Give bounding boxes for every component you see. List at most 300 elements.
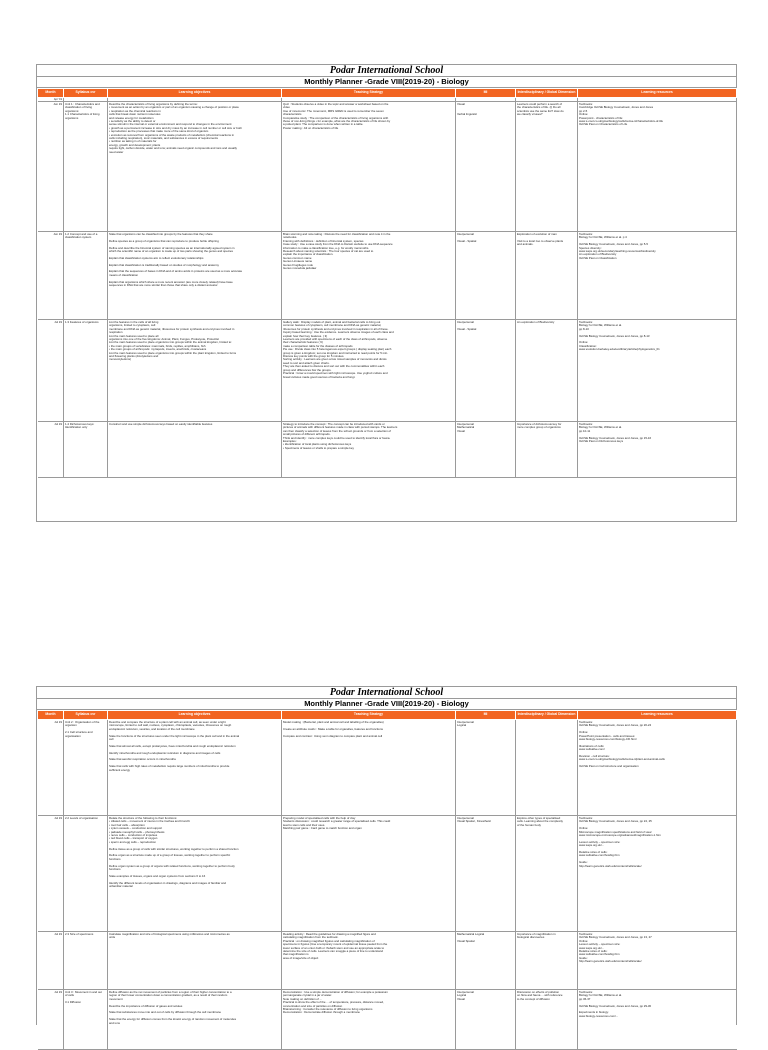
column-header: MI xyxy=(456,711,516,720)
resources-line: An exploration of Biodiversity xyxy=(579,253,617,257)
syllabus-cell xyxy=(64,422,108,478)
resources-line: www.saps.org.uk/... xyxy=(579,946,605,950)
resources-line: Biology for IGCSE, Williams et al. xyxy=(579,324,622,328)
resources-line: www.cellsalive.com/ xyxy=(579,748,605,752)
month-cell: Jun 19 xyxy=(38,232,64,320)
strategy-line: Create an attribute matrix : Make a table for organelles, features and functions xyxy=(283,727,383,731)
header-row xyxy=(38,89,737,98)
global-cell xyxy=(516,232,578,320)
resources-line: www.s-cool.co.uk/gcse/biology/cells/revise-it/plant-and-animal-cells xyxy=(579,758,665,762)
resources-cell xyxy=(578,932,737,990)
objectives-line: • red blood cells – transport of oxygen xyxy=(109,837,158,841)
resources-cell xyxy=(578,232,737,320)
objectives-line: microscope, limited to cell wall, nucleus, cytoplasm, chloroplasts, vacuoles, ribosomes on rough xyxy=(109,724,232,728)
global-cell xyxy=(516,320,578,422)
strategy-line: small pictures of different arthropods. xyxy=(283,433,331,437)
objectives-line: Describe the importance of diffusion of gases and solutes xyxy=(109,1004,183,1008)
objectives-line: List the main features used to place organisms into groups within the animal kingdom, limited to: xyxy=(109,341,232,345)
month-cell: Jul 19 xyxy=(38,320,64,422)
mi-cell xyxy=(456,232,516,320)
column-header: Learning objectives xyxy=(108,711,282,720)
strategy-line: Practical to show the effect of the ... of temperature, pressure, distance moved, xyxy=(283,1001,384,1005)
column-header: Month xyxy=(38,89,64,98)
objectives-line: • the main groups of vertebrates: mammals, birds, reptiles, amphibians, fish xyxy=(109,344,206,348)
objectives-line: require light, carbon dioxide, water and ions; animals need organic compounds and ions and usually xyxy=(109,147,237,151)
resources-line: Online: xyxy=(579,731,589,735)
global-cell xyxy=(516,720,578,816)
strategy-line: Demonstration : Use a simple demonstration of diffusion; for example a potassium xyxy=(283,991,388,994)
global-line: Explore other types of specialised xyxy=(517,817,561,820)
objectives-line: State that almost all cells, except prokaryotes, have mitochondria and rough endoplasmic reticulum xyxy=(109,744,236,748)
resources-line: Textbooks: xyxy=(579,321,593,324)
mi-cell xyxy=(456,720,516,816)
objectives-cell xyxy=(108,232,282,320)
strategy-line: can then classify a selection of leaves from the school grounds or from a selection of xyxy=(283,429,391,433)
objectives-line: • nerve cells – conduction of impulses xyxy=(109,834,158,838)
column-header: Teaching Strategy xyxy=(282,89,456,98)
objectives-line: Explain that classification is traditionally based on studies of morphology and anatomy xyxy=(109,263,219,267)
syllabus-line: Unit 1 : Characteristics and xyxy=(65,103,100,106)
objectives-line: functions xyxy=(109,868,121,872)
global-line: on flora and fauna ... with reference xyxy=(517,994,563,998)
global-cell xyxy=(516,816,578,932)
mi-line: Interpersonal xyxy=(457,991,474,994)
syllabus-line: Unit 3 : Movement in and out xyxy=(65,991,102,994)
strategy-line: specimens in figures (Use a temporary mount of epidermal tissue peeled from the xyxy=(283,943,388,947)
resources-cell xyxy=(578,320,737,422)
resources-line: http://learn.genetics.utah.edu/content/cells/scale/ xyxy=(579,864,642,868)
objectives-line: cells including respiration), toxic materials, and substances in excess of requirements xyxy=(109,137,218,141)
objectives-line: units xyxy=(109,936,116,940)
strategy-cell xyxy=(282,232,456,320)
objectives-cell xyxy=(108,720,282,816)
strategy-line: Use of mnemonic: The mnemonic, MRS GREN is used to remember the seven xyxy=(283,109,384,113)
syllabus-cell xyxy=(64,102,108,232)
resources-line: IGCSE Biology Coursebook, Jones and Jones, pp 29-30 xyxy=(579,1004,652,1008)
global-line: Importance of dichotomous key for xyxy=(517,423,562,426)
strategy-line: characteristics xyxy=(283,113,302,117)
strategy-line: information to make a classification tree, e.g. for woolly mammoths. xyxy=(283,246,370,250)
column-header: Syllabus cvr xyxy=(64,711,108,720)
month-cell: Jul 19 xyxy=(38,990,64,1050)
resources-line: pp 2-5 xyxy=(579,109,588,113)
strategy-line: Students discussion : could research a greater range of specialised cells. This could xyxy=(283,820,391,824)
strategy-line: Preparing model of specialised cells with the help of clay xyxy=(283,817,356,820)
table-row xyxy=(38,990,737,1050)
objectives-line: Define organ as a structure made up of a group of tissues, working together to perform specific xyxy=(109,854,231,858)
resources-line: Lesson activity – specimen size: xyxy=(579,840,621,844)
strategy-line: pictures of animals with different features made in class with pursuit stamps. The learners xyxy=(283,426,398,430)
objectives-line: • the main groups of arthropods: myriapods, insects, arachnids, crustaceans xyxy=(109,348,207,352)
objectives-line: • palisade mesophyll cells – photosynthesis xyxy=(109,830,165,834)
syllabus-line: organisms: xyxy=(65,109,80,113)
strategy-line: Genus common name xyxy=(283,256,312,260)
strategy-line: • Specimens of leaves or shells to prepare a simple key xyxy=(283,446,354,450)
objectives-line: State that cells with high rates of metabolism require large numbers of mitochondria to provide xyxy=(109,765,230,769)
strategy-line: Case study : Use a case study from the DNA to Darwin website to use DNA sequence xyxy=(283,243,393,247)
strategy-line: those of non-living things • for example, what are the characteristics of life shown by xyxy=(283,120,391,124)
table-row xyxy=(38,816,737,932)
global-line: to the concept of diffusion xyxy=(517,997,550,1001)
strategy-line: Research about naming scientists : The four species of cat are used to xyxy=(283,250,374,254)
objectives-line: Define species as a group of organisms that can reproduce to produce fertile offspring xyxy=(109,239,219,243)
syllabus-line: 3.1 Diffusion xyxy=(65,1001,82,1005)
mi-cell xyxy=(456,102,516,232)
objectives-line: energy, growth and development; plants xyxy=(109,143,161,147)
objectives-line: movement xyxy=(109,997,123,1001)
resources-cell xyxy=(578,816,737,932)
table-row xyxy=(38,102,737,232)
strategy-cell xyxy=(282,720,456,816)
global-line: biological discoveries xyxy=(517,936,545,940)
global-line: we classify viruses? xyxy=(517,113,543,117)
resources-cell xyxy=(578,990,737,1050)
column-header: Learning objectives xyxy=(108,89,282,98)
table-row xyxy=(38,320,737,422)
resources-line: IGCSE Biology Coursebook, Jones and Jones, pp 5-5 xyxy=(579,243,648,247)
objectives-line: region of their lower concentration down a concentration gradient, as a result of their random xyxy=(109,994,228,998)
strategy-line: a potted plant. The comparison is done when written in a table. xyxy=(283,123,364,127)
resources-line: Online: xyxy=(579,827,589,831)
strategy-line: Note making on definition of ... xyxy=(283,997,323,1001)
objectives-line: State that substances move into and out of cells by diffusion through the cell membrane xyxy=(109,1011,221,1015)
objectives-line: • root hair cells – absorption xyxy=(109,823,145,827)
objectives-cell xyxy=(108,102,282,232)
column-header: Teaching Strategy xyxy=(282,711,456,720)
strategy-line: They are then asked to discuss and sort out with the commonalities within each xyxy=(283,365,385,369)
strategy-line: Discuss key points with the group for 5 minutes. xyxy=(283,355,345,359)
month-cell: Jul 19 xyxy=(38,422,64,478)
objectives-line: and ions xyxy=(109,1021,120,1025)
objectives-line: membrane and DNA as genetic material, ribosomes for protein synthesis and enzymes involved in xyxy=(109,327,235,331)
planner-body-1 xyxy=(38,102,737,478)
objectives-line: organisms into one of the five kingdoms: Animal, Plant, Fungus, Prokaryote, Protoctist xyxy=(109,338,219,342)
syllabus-line: Identification only xyxy=(65,426,88,430)
mi-line: Interpersonal xyxy=(457,321,474,324)
mi-line: Visual xyxy=(457,429,465,433)
objectives-line: List the features in the cells of all living xyxy=(109,321,159,324)
global-line: Learners could perform a search of xyxy=(517,103,562,106)
strategy-line: Model making : (Bacterial, plant and animal cell and labelling of the organelles) xyxy=(283,721,384,724)
strategy-line: ribosomes for protein synthesis and enzymes involved in respiration in all of these. xyxy=(283,327,389,331)
objectives-cell xyxy=(108,932,282,990)
objectives-line: unfamiliar material xyxy=(109,885,133,889)
syllabus-line: organism xyxy=(65,724,77,728)
objectives-line: • excretion as removal from organisms of the waste products of metabolism (chemical reactions in xyxy=(109,133,235,137)
resources-line: pp 36-37 xyxy=(579,997,591,1001)
objectives-line: Define and describe the binomial system of naming species as an internationally agreed system in xyxy=(109,246,235,250)
global-line: Discussion on effects of pollution xyxy=(517,991,560,994)
objectives-line: functions xyxy=(109,857,121,861)
resources-line: IGCSE Past on Characteristics of Life xyxy=(579,123,628,127)
month-cell: Jul 19 xyxy=(38,720,64,816)
strategy-line: video xyxy=(283,106,290,110)
strategy-line: Practical : on drawing magnified figures and calculating magnification of xyxy=(283,939,375,943)
strategy-line: Practical : Grow a mould specimen with light microscope. Use yoghurt culture and xyxy=(283,372,388,376)
objectives-cell xyxy=(108,990,282,1050)
strategy-line: permanganate crystal in a jar of water. xyxy=(283,994,333,998)
strategy-line: Sorting activity : Learners are given a few mixed samples of monocots and dicots xyxy=(283,358,387,362)
resources-line: PowerPoint presentation - cells and tissues: xyxy=(579,734,636,738)
syllabus-cell xyxy=(64,990,108,1050)
resources-line: Relative sizes of cells: xyxy=(579,851,608,855)
resources-line: www.cellsalive.com/howbig.htm xyxy=(579,953,620,957)
strategy-cell xyxy=(282,990,456,1050)
objectives-line: Describe the characteristics of living organisms by defining the terms: xyxy=(109,103,198,106)
global-line: Importance of magnification in xyxy=(517,933,556,936)
syllabus-cell xyxy=(64,816,108,932)
resources-cell xyxy=(578,102,737,232)
strategy-line: • Identification of local plants using dichotomous keys xyxy=(283,443,352,447)
resources-line: Guide: xyxy=(579,861,588,865)
mi-line: Visual - Spatial xyxy=(457,327,477,331)
mi-cell xyxy=(456,816,516,932)
objectives-line: • reproduction as the processes that make more of the same kind of organism xyxy=(109,130,209,134)
syllabus-line: 1.4 Dichotomous keys: xyxy=(65,423,95,426)
month-cell: Jul 19 xyxy=(38,932,64,990)
resources-line: Experiments in biology: xyxy=(579,1011,609,1015)
strategy-cell xyxy=(282,422,456,478)
objectives-line: respiration xyxy=(109,331,123,335)
mi-cell xyxy=(456,932,516,990)
strategy-line: determine the size of cells. Learners can snuggle a piece of line to understand xyxy=(283,950,383,954)
resources-line: IGCSE Past on Classification xyxy=(579,256,617,260)
planner-sheet-2 xyxy=(36,686,737,1025)
header-row xyxy=(38,711,737,720)
strategy-line: notebooks. xyxy=(283,236,298,240)
strategy-line: bread cultures made good sources of bacteria and fungi. xyxy=(283,375,356,379)
strategy-cell xyxy=(282,816,456,932)
strategy-line: Learners are provided with specimens of each of the class of arthropods, observe xyxy=(283,338,388,342)
objectives-cell xyxy=(108,320,282,422)
strategy-line: Pie use : Divide class into 5 heterogenous expert groups ( display seating plan) each xyxy=(283,348,392,352)
objectives-line: List the main features used to place all xyxy=(109,334,159,338)
table-row xyxy=(38,720,737,816)
strategy-line: Genus Linnaeus name xyxy=(283,260,313,264)
objectives-line: Define tissue as a group of cells with similar structures, working together to perform a shared function xyxy=(109,847,239,851)
strategy-line: Matching pair game : Card game to match function and organ xyxy=(283,827,362,831)
objectives-line: • movement as an action by an organism or part of an organism causing a change of position or place xyxy=(109,106,239,110)
resources-line: Online: xyxy=(579,341,589,345)
resources-line: Biology for IGCSE, Williams et al. xyxy=(579,994,622,998)
syllabus-cell xyxy=(64,320,108,422)
strategy-line: concentration and size of particles on diffusion xyxy=(283,1004,343,1008)
objectives-line: Describe and compare the structure of a plant cell with an animal cell, as seen under a light xyxy=(109,721,226,724)
strategy-line: common features of cytoplasm, cell membrane and DNA as genetic material, xyxy=(283,324,382,328)
resources-line: www.saps.org.uk/... xyxy=(579,844,605,848)
objectives-line: Explain that classification systems aim to reflect evolutionary relationships xyxy=(109,256,204,260)
objectives-line: Define diffusion as the net movement of particles from a region of their higher concentration to a xyxy=(109,991,232,994)
objectives-line: organisms, limited to cytoplasm, cell xyxy=(109,324,156,328)
mi-cell xyxy=(456,320,516,422)
mi-line: Logical xyxy=(457,724,467,728)
strategy-line: lead to stem cells and their uses. xyxy=(283,823,326,827)
objectives-line: State that organisms can be classified into groups by the features that they share xyxy=(109,233,213,236)
resources-line: www.saps.org.uk/secondary/teaching-resources/biodiversity xyxy=(579,250,656,254)
strategy-line: Brainstorming : Consider the relevance of diffusion to living organisms xyxy=(283,1008,373,1012)
strategy-line: calculating magnification from the textbook. xyxy=(283,936,339,940)
global-cell xyxy=(516,990,578,1050)
mi-line: Interpersonal xyxy=(457,817,474,820)
objectives-line: • sperm and egg cells – reproduction xyxy=(109,840,156,844)
resources-line: Species diversity: xyxy=(579,246,602,250)
resources-cell xyxy=(578,720,737,816)
resources-line: Textbooks: xyxy=(579,933,593,936)
strategy-line: Reading activity : Read the guidelines for drawing a magnified figure and xyxy=(283,933,376,936)
resources-line: IGCSE Biology Coursebook, Jones and Jones, pp 8-13 xyxy=(579,334,650,338)
planner-table-2 xyxy=(37,710,737,1050)
syllabus-line: organisms xyxy=(65,116,79,120)
strategy-line: area of image/size of object xyxy=(283,956,319,960)
mi-line: Logical xyxy=(457,994,467,998)
strategy-line: Comparative study : The comparison of the characteristics of living organisms with xyxy=(283,116,389,120)
strategy-cell xyxy=(282,320,456,422)
resources-line: www.cellsalive.com/howbig.htm xyxy=(579,854,620,858)
mi-line: Visual - Spatial xyxy=(457,239,477,243)
resources-line: Biology for IGCSE, Williams et al. p 4 xyxy=(579,236,627,240)
objectives-line: monocotyledons) xyxy=(109,358,132,362)
table-row xyxy=(38,932,737,990)
column-header: Learning resources xyxy=(578,89,737,98)
objectives-line: • respiration as the chemical reactions in xyxy=(109,109,161,113)
strategy-line: that magnification is xyxy=(283,953,309,957)
resources-line: www.s-cool.co.uk/gcse/biology/cells/revise-it/characteristics-of-life xyxy=(579,120,664,124)
resources-line: Textbooks: xyxy=(579,233,593,236)
objectives-line: cells that break down nutrient molecules xyxy=(109,113,161,117)
resources-cell xyxy=(578,422,737,478)
resources-line: Textbooks: xyxy=(579,817,593,820)
syllabus-line: Unit 2 : Organisation of the xyxy=(65,721,100,724)
objectives-line: Identify mitochondria and rough endoplasmic reticulum in diagrams and images of cells xyxy=(109,751,221,755)
strategy-line: Framing with definitions : definition of binomial system, species xyxy=(283,239,364,243)
strategy-line: Genus monedula jackdaw xyxy=(283,267,317,271)
resources-line: www.biology-resources.com/... xyxy=(579,1014,619,1018)
objectives-cell xyxy=(108,422,282,478)
global-cell xyxy=(516,932,578,990)
objectives-line: sequences in DNA that are more similar than those that share only a distant ancestor xyxy=(109,284,218,288)
objectives-line: State examples of tissues, organs and organ systems from sections 6 to 16 xyxy=(109,874,206,878)
column-header: Learning resources xyxy=(578,711,737,720)
objectives-line: • nutrition as taking in of materials for xyxy=(109,140,157,144)
month-cell: Jun 19 xyxy=(38,102,64,232)
objectives-line: sense stimuli in the internal or external environment and respond to changes in the environment xyxy=(109,123,232,127)
syllabus-line: 1.3 Features of organisms xyxy=(65,321,99,324)
column-header: MI xyxy=(456,89,516,98)
strategy-line: Genus Frugiliegus rook xyxy=(283,263,313,267)
resources-line: IGCSE Biology Coursebook, Jones and Jones, pp 13, 27 xyxy=(579,936,652,940)
resources-line: IGCSE Biology Coursebook, Jones and Jones, pp 20-24 xyxy=(579,724,652,728)
resources-line: pp 8-10 xyxy=(579,327,589,331)
resources-line: Biology for IGCSE, Williams et al. xyxy=(579,426,622,430)
objectives-line: • ciliated cells – movement of mucus in the trachea and bronchi xyxy=(109,820,190,824)
objectives-line: need water xyxy=(109,150,124,154)
resources-line: Relative sizes of cells: xyxy=(579,950,608,954)
table-row xyxy=(38,422,737,478)
objectives-cell xyxy=(108,816,282,932)
syllabus-line: 1.2 Concept and use of a xyxy=(65,233,98,236)
table-row xyxy=(38,232,737,320)
objectives-line: State that the energy for diffusion comes from the kinetic energy of random movement of molecules xyxy=(109,1018,237,1022)
resources-line: Online: xyxy=(579,113,589,117)
objectives-line: Explain that organisms which share a more recent ancestor (are more closely related) have base xyxy=(109,280,233,284)
strategy-line: Demonstration : Demonstrate diffusion through a membrane xyxy=(283,1011,360,1015)
global-line: cells. Learning about the complexity xyxy=(517,820,563,824)
mi-line: Visual Spatial xyxy=(457,939,475,943)
syllabus-cell xyxy=(64,932,108,990)
global-line: the characteristics of life. (i) Do all xyxy=(517,106,561,110)
strategy-line: seed to sort and attach given charts. xyxy=(283,361,330,365)
strategy-line: explain the importance of classification. xyxy=(283,253,334,257)
mi-cell xyxy=(456,990,516,1050)
syllabus-line: classification of living xyxy=(65,106,92,110)
global-line: more complex group of organisms xyxy=(517,426,561,430)
mi-line: Verbal linguistic xyxy=(457,113,478,117)
column-header: Month xyxy=(38,711,64,720)
resources-line: IGCSE Biology Coursebook, Jones and Jones, pp 24, 25 xyxy=(579,820,652,824)
strategy-line: Gallery walk : Display models of plant, animal and bacterial cells to bring out xyxy=(283,321,381,324)
objectives-line: which the scientific name of an organism is made up of two parts showing the genus and species xyxy=(109,250,233,254)
strategy-line: their characteristic features ( 6) xyxy=(283,341,323,345)
month-cell: Jul 19 xyxy=(38,816,64,932)
objectives-line: Relate the structure of the following to their functions: xyxy=(109,817,178,820)
resources-line: Textbooks: xyxy=(579,991,593,994)
strategy-line: group is given a kingdom; set one kingdom and instructed to read points for 5 min. xyxy=(283,351,389,355)
strategy-cell xyxy=(282,932,456,990)
resources-line: Classification: xyxy=(579,344,597,348)
resources-line: IGCSE Past on Dichotomous keys xyxy=(579,440,624,444)
strategy-line: Think and identify : more complex keys could be used to identify local flora or fauna. xyxy=(283,436,391,440)
school-name: Podar International School xyxy=(37,687,736,699)
strategy-line: lower surface of an onion bulb or rhubarb stem and use an appropriate scale to xyxy=(283,946,385,950)
resources-line: www.evolution.berkeley.edu/evolibrary/article/phylogenetics_01 xyxy=(579,348,660,352)
strategy-line: explain how their key features. ( 3) xyxy=(283,334,328,338)
resources-line: Online: xyxy=(579,939,589,943)
objectives-line: cell xyxy=(109,738,114,742)
objectives-line: List the main features used to place organisms into groups within the plant kingdom, limited to ferns xyxy=(109,351,237,355)
strategy-cell xyxy=(282,102,456,232)
resources-line: Powerpoint - characteristics of life: xyxy=(579,116,624,120)
planner-table-1 xyxy=(37,88,737,478)
syllabus-line: 2.2 Levels of organisation xyxy=(65,817,98,820)
syllabus-line: organisation xyxy=(65,734,81,738)
objectives-line: Identify the different levels of organisation in drawings, diagrams and images of familiar and xyxy=(109,881,226,885)
resources-line: www.biology-resources.com/biology-CD.html xyxy=(579,738,637,742)
mi-line: Interpersonal xyxy=(457,423,474,426)
objectives-line: endoplasmic reticulum, vesicles, and location of the cell membrane xyxy=(109,727,195,731)
mi-line: Visual xyxy=(457,997,465,1001)
objectives-line: • sensitivity as the ability to detect or xyxy=(109,120,156,124)
global-cell xyxy=(516,422,578,478)
objectives-line: • xylem vessels – conduction and support xyxy=(109,827,163,831)
objectives-line: Explain that the sequences of bases in DNA and of amino acids in proteins are used as a more accurate xyxy=(109,270,243,274)
school-name: Podar International School xyxy=(37,65,736,77)
syllabus-cell xyxy=(64,720,108,816)
planner-body-2 xyxy=(38,720,737,1050)
syllabus-line: 1.1 Characteristics of living xyxy=(65,113,100,117)
mi-line: Interpersonal xyxy=(457,721,474,724)
syllabus-line: classification system xyxy=(65,236,92,240)
syllabus-cell xyxy=(64,232,108,320)
resources-line: Textbooks: xyxy=(579,721,593,724)
resources-line: Lesson activity – specimen size: xyxy=(579,943,621,947)
resources-line: Textbooks: xyxy=(579,423,593,426)
column-header: Interdisciplinary / Global Dimension xyxy=(516,711,578,720)
objectives-line: means of classification xyxy=(109,273,139,277)
strategy-line: Inquiry based learning : Use the evidence. Learners observe images of each class and xyxy=(283,331,394,335)
resources-line: Revision - cell structure: xyxy=(579,755,610,759)
resources-line: Guide: xyxy=(579,956,588,960)
planner-title: Monthly Planner -Grade VIII(2019-20) - Biology xyxy=(37,699,736,710)
